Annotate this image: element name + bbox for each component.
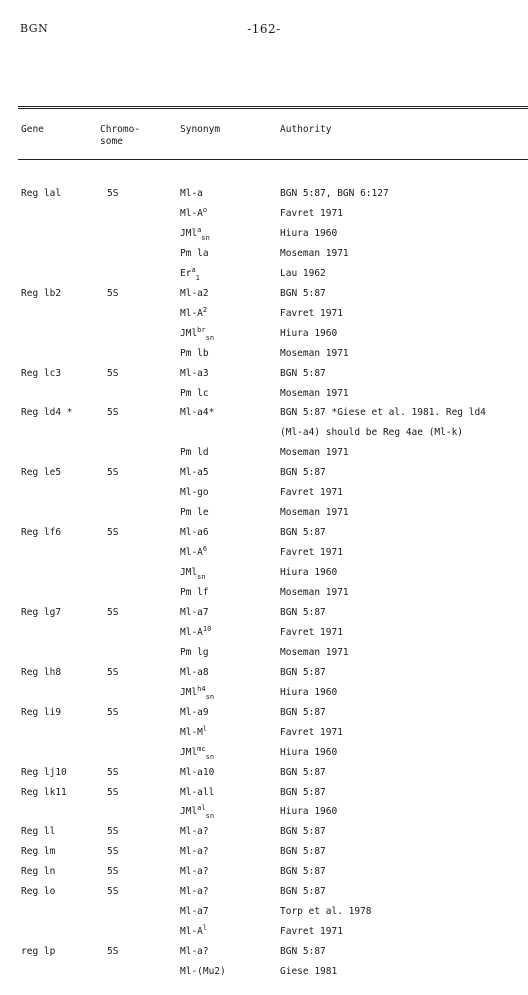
authority-cell: Favret 1971 <box>280 626 343 638</box>
synonym-text: Ml-a2 <box>180 287 209 299</box>
synonym-text: Ml-a? <box>180 846 209 858</box>
synonym-text: JMl <box>180 227 198 239</box>
synonym-cell <box>180 188 203 199</box>
synonym-cell <box>180 707 209 718</box>
chromosome-cell: 5S <box>107 527 119 539</box>
synonym-cell <box>180 804 215 821</box>
synonym-text: Ml-a8 <box>180 666 209 678</box>
table-row <box>0 288 528 308</box>
authority-cell: BGN 5:87 <box>280 606 326 618</box>
chromosome-cell: 5S <box>107 766 119 778</box>
synonym-cell <box>180 587 209 598</box>
synonym-text: Ml-A <box>180 547 203 559</box>
synonym-cell <box>180 846 209 857</box>
synonym-text: Pm ld <box>180 447 209 459</box>
synonym-text: Ml-a7 <box>180 906 209 918</box>
synonym-superscript: 6 <box>202 545 208 554</box>
table-row <box>0 305 528 328</box>
gene-cell: Reg lf6 <box>21 527 62 539</box>
chromosome-cell: 5S <box>107 886 119 898</box>
synonym-text: Ml-A <box>180 207 203 219</box>
synonym-cell <box>180 724 208 738</box>
synonym-cell <box>180 946 209 957</box>
page-number: -162- <box>247 22 281 36</box>
table-row <box>0 188 528 208</box>
synonym-cell <box>180 325 215 342</box>
gene-cell: Reg lal <box>21 188 62 199</box>
authority-cell: Hiura 1960 <box>280 227 338 239</box>
column-header-chromosome-line1: Chromo- <box>100 124 141 135</box>
authority-cell: Favret 1971 <box>280 726 343 738</box>
column-header-synonym: Synonym <box>180 124 221 135</box>
synonym-superscript: 2 <box>202 305 208 314</box>
synonym-text: Ml-A <box>180 626 203 638</box>
table-row <box>0 567 528 587</box>
table-row <box>0 724 528 747</box>
synonym-superscript: br <box>197 325 206 334</box>
authority-cell: BGN 5:87 <box>280 866 326 878</box>
synonym-text: Ml-a7 <box>180 606 209 618</box>
authority-cell: BGN 5:87 <box>280 786 326 798</box>
table-row <box>0 607 528 627</box>
authority-cell: (Ml-a4) should be Reg 4ae (Ml-k) <box>280 427 464 439</box>
synonym-text: Ml-a? <box>180 946 209 958</box>
table-row <box>0 787 528 807</box>
synonym-text: Ml-a? <box>180 866 209 878</box>
authority-cell: Hiura 1960 <box>280 806 338 818</box>
authority-cell: BGN 5:87 <box>280 527 326 539</box>
synonym-text: Ml-a? <box>180 886 209 898</box>
chromosome-cell: 5S <box>107 666 119 678</box>
table-row <box>0 667 528 687</box>
authority-cell: BGN 5:87 <box>280 846 326 858</box>
synonym-text: Er <box>180 267 192 279</box>
synonym-cell <box>180 866 209 877</box>
table-row <box>0 527 528 547</box>
authority-cell: Torp et al. 1978 <box>280 906 372 918</box>
synonym-text: Ml-a4* <box>180 407 215 419</box>
chromosome-cell: 5S <box>107 846 119 858</box>
table-row <box>0 407 528 427</box>
authority-cell: BGN 5:87 <box>280 467 326 479</box>
table-row <box>0 487 528 507</box>
gene-cell: Reg li9 <box>21 706 62 718</box>
synonym-text: Ml-M <box>180 726 203 738</box>
synonym-text: JMl <box>180 327 198 339</box>
chromosome-cell: 5S <box>107 706 119 718</box>
synonym-superscript: 10 <box>202 624 212 633</box>
synonym-cell <box>180 288 209 299</box>
gene-cell: Reg lj10 <box>21 766 67 778</box>
authority-cell: BGN 5:87, BGN 6:127 <box>280 188 389 199</box>
table-row <box>0 906 528 926</box>
authority-cell: BGN 5:87 <box>280 826 326 838</box>
gene-cell: Reg ld4 * <box>21 407 73 419</box>
top-rule <box>18 106 528 109</box>
authority-cell: Hiura 1960 <box>280 746 338 758</box>
table-row <box>0 926 528 946</box>
table-row <box>0 744 528 767</box>
gene-cell: Reg ln <box>21 866 56 878</box>
table-row <box>0 826 528 846</box>
chromosome-cell: 5S <box>107 946 119 958</box>
synonym-superscript: mc <box>197 744 206 753</box>
chromosome-cell: 5S <box>107 786 119 798</box>
authority-cell: Lau 1962 <box>280 267 326 279</box>
synonym-cell <box>180 368 209 379</box>
table-row <box>0 388 528 408</box>
synonym-text: Ml-a9 <box>180 706 209 718</box>
synonym-cell <box>180 667 209 678</box>
authority-cell: Giese 1981 <box>280 966 338 978</box>
synonym-superscript: a <box>197 225 202 234</box>
synonym-cell <box>180 624 212 638</box>
table-row <box>0 846 528 866</box>
synonym-cell <box>180 744 215 761</box>
authority-cell: Favret 1971 <box>280 207 343 219</box>
synonym-cell <box>180 886 209 897</box>
authority-cell: BGN 5:87 <box>280 946 326 958</box>
synonym-text: Ml-A <box>180 926 203 938</box>
table-row <box>0 205 528 228</box>
authority-cell: BGN 5:87 <box>280 706 326 718</box>
table-row <box>0 507 528 527</box>
synonym-text: JMl <box>180 806 198 818</box>
synonym-superscript: a <box>191 265 196 274</box>
table-row <box>0 447 528 467</box>
authority-cell: Moseman 1971 <box>280 587 349 598</box>
table-row <box>0 368 528 388</box>
synonym-text: Ml-a10 <box>180 766 215 778</box>
synonym-cell <box>180 547 207 558</box>
chromosome-cell: 5S <box>107 826 119 838</box>
chromosome-cell: 5S <box>107 367 119 379</box>
column-header-gene: Gene <box>21 124 44 135</box>
synonym-text: Ml-a3 <box>180 367 209 379</box>
synonym-text: JMl <box>180 567 198 579</box>
authority-cell: BGN 5:87 *Giese et al. 1981. Reg ld4 <box>280 407 486 419</box>
synonym-cell <box>180 507 209 518</box>
synonym-superscript: h4 <box>197 684 206 693</box>
synonym-cell <box>180 388 209 399</box>
synonym-text: Ml-a? <box>180 826 209 838</box>
table-row <box>0 265 528 288</box>
synonym-subscript: sn <box>205 692 215 701</box>
synonym-cell <box>180 684 215 701</box>
synonym-superscript: o <box>202 205 208 214</box>
authority-cell: Hiura 1960 <box>280 327 338 339</box>
authority-cell: BGN 5:87 <box>280 766 326 778</box>
authority-cell: Moseman 1971 <box>280 387 349 399</box>
gene-cell: Reg lk11 <box>21 786 67 798</box>
synonym-text: Ml-go <box>180 487 209 499</box>
synonym-text: Pm la <box>180 247 209 259</box>
gene-cell: reg lp <box>21 946 56 958</box>
synonym-text: Ml-(Mu2) <box>180 966 226 978</box>
table-row <box>0 684 528 707</box>
synonym-cell <box>180 265 200 282</box>
synonym-text: Ml-a5 <box>180 467 209 479</box>
chromosome-cell: 5S <box>107 287 119 299</box>
synonym-cell <box>180 205 208 219</box>
synonym-subscript: sn <box>205 752 215 761</box>
authority-cell: Moseman 1971 <box>280 247 349 259</box>
authority-cell: BGN 5:87 <box>280 287 326 299</box>
synonym-text: Pm lb <box>180 347 209 359</box>
table-row <box>0 966 528 986</box>
synonym-subscript: sn <box>197 573 206 582</box>
synonym-cell <box>180 348 209 359</box>
synonym-cell <box>180 447 209 458</box>
synonym-cell <box>180 767 214 778</box>
header-rule <box>18 159 528 160</box>
gene-cell: Reg lc3 <box>21 367 62 379</box>
synonym-cell <box>180 225 210 242</box>
synonym-cell <box>180 567 206 582</box>
synonym-cell <box>180 305 208 319</box>
table-row <box>0 547 528 567</box>
authority-cell: Favret 1971 <box>280 487 343 499</box>
table-row <box>0 886 528 906</box>
synonym-cell <box>180 906 209 917</box>
synonym-superscript: l <box>202 924 208 933</box>
synonym-cell <box>180 467 209 478</box>
authority-cell: BGN 5:87 <box>280 666 326 678</box>
gene-cell: Reg lh8 <box>21 666 62 678</box>
column-header-chromosome <box>100 124 140 148</box>
synonym-text: Ml-a <box>180 188 203 199</box>
table-row <box>0 806 528 826</box>
authority-cell: Moseman 1971 <box>280 447 349 459</box>
gene-cell: Reg ll <box>21 826 56 838</box>
table-row <box>0 946 528 966</box>
gene-cell: Reg le5 <box>21 467 62 479</box>
authority-cell: Hiura 1960 <box>280 686 338 698</box>
synonym-cell <box>180 607 209 618</box>
gene-cell: Reg lg7 <box>21 606 62 618</box>
synonym-cell <box>180 407 214 418</box>
synonym-cell <box>180 248 209 259</box>
authority-cell: Hiura 1960 <box>280 567 338 579</box>
synonym-text: Ml-all <box>180 786 215 798</box>
synonym-cell <box>180 926 207 937</box>
synonym-text: Pm lc <box>180 387 209 399</box>
synonym-text: JMl <box>180 746 198 758</box>
authority-cell: Moseman 1971 <box>280 507 349 519</box>
synonym-cell <box>180 487 209 498</box>
chromosome-cell: 5S <box>107 606 119 618</box>
synonym-text: JMl <box>180 686 198 698</box>
gene-cell: Reg lb2 <box>21 287 62 299</box>
synonym-cell <box>180 826 209 837</box>
synonym-superscript: al <box>197 804 206 813</box>
table-row <box>0 348 528 368</box>
authority-cell: BGN 5:87 <box>280 886 326 898</box>
table-row <box>0 767 528 787</box>
chromosome-cell: 5S <box>107 407 119 419</box>
table-row <box>0 624 528 647</box>
header-label: BGN <box>20 22 49 35</box>
synonym-subscript: 1 <box>195 273 200 282</box>
synonym-cell <box>180 647 209 658</box>
chromosome-cell: 5S <box>107 866 119 878</box>
table-row <box>0 225 528 248</box>
table-row <box>0 647 528 667</box>
synonym-text: Pm lg <box>180 646 209 658</box>
synonym-text: Ml-A <box>180 307 203 319</box>
authority-cell: BGN 5:87 <box>280 367 326 379</box>
authority-cell: Favret 1971 <box>280 307 343 319</box>
authority-cell: Favret 1971 <box>280 926 343 938</box>
synonym-cell <box>180 966 226 977</box>
synonym-text: Pm le <box>180 507 209 519</box>
authority-cell: Favret 1971 <box>280 547 343 559</box>
table-row <box>0 325 528 348</box>
column-header-authority: Authority <box>280 124 332 135</box>
chromosome-cell: 5S <box>107 188 119 199</box>
table-row <box>0 707 528 727</box>
table-row <box>0 467 528 487</box>
chromosome-cell: 5S <box>107 467 119 479</box>
gene-cell: Reg lm <box>21 846 56 858</box>
table-row <box>0 427 528 447</box>
authority-cell: Moseman 1971 <box>280 347 349 359</box>
table-row <box>0 587 528 607</box>
synonym-cell <box>180 527 209 538</box>
synonym-subscript: sn <box>205 812 215 821</box>
synonym-text: Ml-a6 <box>180 527 209 539</box>
synonym-subscript: sn <box>205 333 215 342</box>
authority-cell: Moseman 1971 <box>280 646 349 658</box>
synonym-subscript: sn <box>201 233 210 242</box>
table-row <box>0 866 528 886</box>
gene-cell: Reg lo <box>21 886 56 898</box>
table-row <box>0 248 528 268</box>
column-header-chromosome-line2: some <box>100 136 123 147</box>
synonym-superscript: l <box>202 724 208 733</box>
synonym-cell <box>180 787 214 798</box>
synonym-text: Pm lf <box>180 587 209 598</box>
